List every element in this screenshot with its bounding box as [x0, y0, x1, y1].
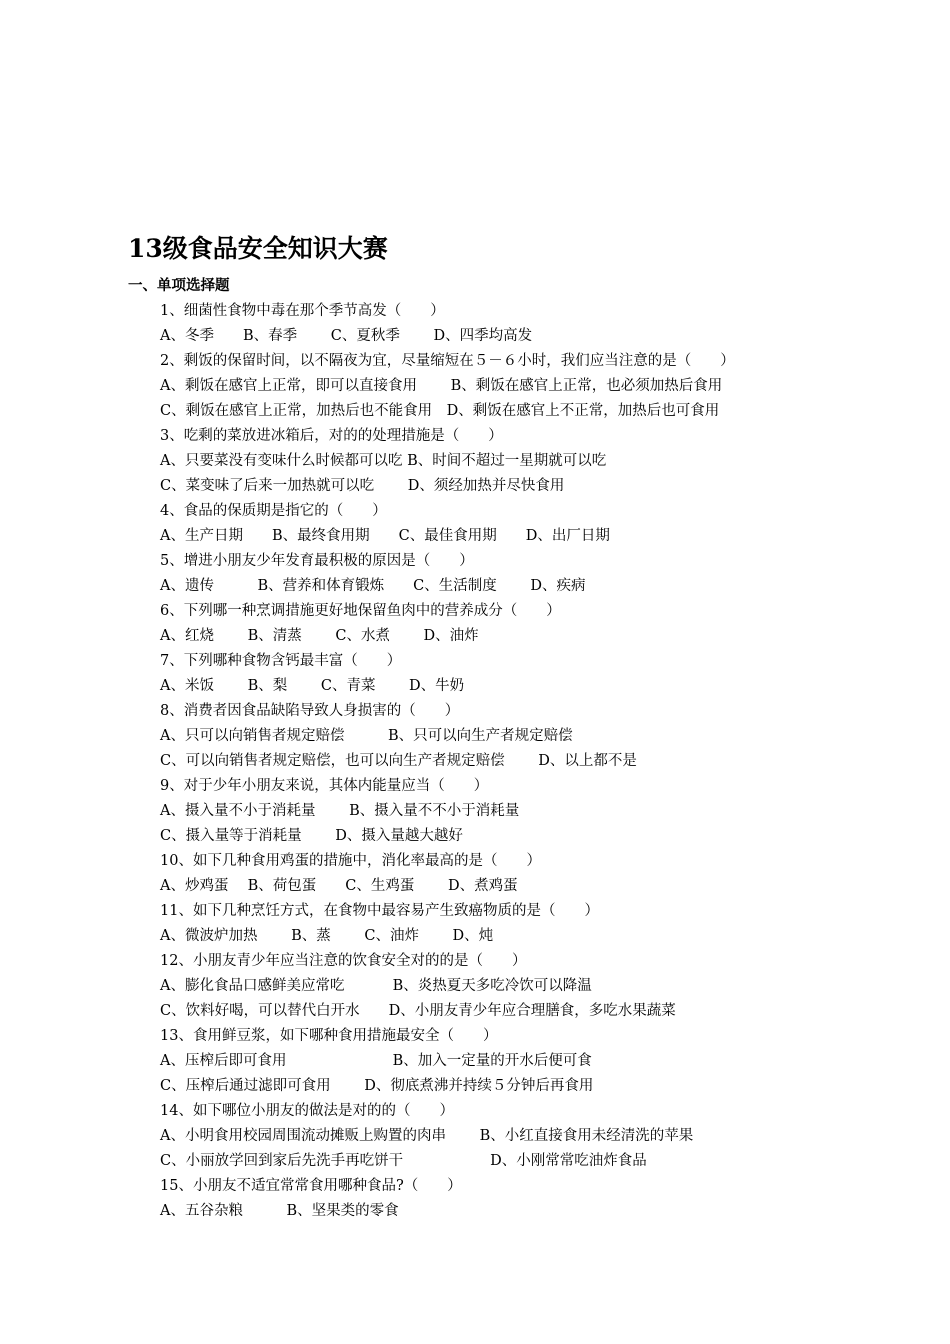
answer-options: A、只要菜没有变味什么时候都可以吃 B、时间不超过一星期就可以吃	[160, 453, 607, 469]
question-text: 1、细菌性食物中毒在那个季节高发（ ）	[160, 303, 445, 319]
answer-options: C、压榨后通过滤即可食用 D、彻底煮沸并持续５分钟后再食用	[160, 1078, 594, 1094]
answer-options: A、膨化食品口感鲜美应常吃 B、炎热夏天多吃冷饮可以降温	[160, 978, 592, 994]
document-title: 13级食品安全知识大赛	[128, 234, 388, 263]
answer-options: A、红烧 B、清蒸 C、水煮 D、油炸	[160, 628, 479, 644]
answer-options: A、遗传 B、营养和体育锻炼 C、生活制度 D、疾病	[160, 578, 586, 594]
answer-options: C、摄入量等于消耗量 D、摄入量越大越好	[160, 828, 463, 844]
answer-options: A、冬季 B、春季 C、夏秋季 D、四季均高发	[160, 328, 533, 344]
question-text: 9、对于少年小朋友来说，其体内能量应当（ ）	[160, 778, 489, 794]
answer-options: A、压榨后即可食用 B、加入一定量的开水后便可食	[160, 1053, 592, 1069]
answer-options: A、米饭 B、梨 C、青菜 D、牛奶	[160, 678, 465, 694]
question-text: 14、如下哪位小朋友的做法是对的的（ ）	[160, 1103, 454, 1119]
question-text: 11、如下几种烹饪方式，在食物中最容易产生致癌物质的是（ ）	[160, 903, 599, 919]
section-heading: 一、单项选择题	[128, 277, 230, 294]
answer-options: C、可以向销售者规定赔偿，也可以向生产者规定赔偿 D、以上都不是	[160, 753, 637, 769]
answer-options: C、小丽放学回到家后先洗手再吃饼干 D、小刚常常吃油炸食品	[160, 1153, 647, 1169]
question-text: 13、食用鲜豆浆，如下哪种食用措施最安全（ ）	[160, 1028, 498, 1044]
question-text: 5、增进小朋友少年发育最积极的原因是（ ）	[160, 553, 474, 569]
question-text: 6、下列哪一种烹调措施更好地保留鱼肉中的营养成分（ ）	[160, 603, 561, 619]
answer-options: A、剩饭在感官上正常，即可以直接食用 B、剩饭在感官上正常，也必须加热后食用	[160, 378, 723, 394]
question-text: 4、食品的保质期是指它的（ ）	[160, 503, 387, 519]
question-text: 15、小朋友不适宜常常食用哪种食品?（ ）	[160, 1178, 462, 1194]
answer-options: A、只可以向销售者规定赔偿 B、只可以向生产者规定赔偿	[160, 728, 573, 744]
question-text: 2、剩饭的保留时间，以不隔夜为宜，尽量缩短在５－６小时，我们应当注意的是（ ）	[160, 353, 735, 369]
answer-options: A、小明食用校园周围流动摊贩上购置的肉串 B、小红直接食用未经清洗的苹果	[160, 1128, 694, 1144]
answer-options: C、饮料好喝，可以替代白开水 D、小朋友青少年应合理膳食，多吃水果蔬菜	[160, 1003, 676, 1019]
answer-options: A、微波炉加热 B、蒸 C、油炸 D、炖	[160, 928, 494, 944]
question-text: 3、吃剩的菜放进冰箱后，对的的处理措施是（ ）	[160, 428, 503, 444]
answer-options: A、生产日期 B、最终食用期 C、最佳食用期 D、出厂日期	[160, 528, 610, 544]
question-text: 7、下列哪种食物含钙最丰富（ ）	[160, 653, 402, 669]
question-text: 10、如下几种食用鸡蛋的措施中，消化率最高的是（ ）	[160, 853, 541, 869]
question-text: 8、消费者因食品缺陷导致人身损害的（ ）	[160, 703, 460, 719]
answer-options: C、菜变味了后来一加热就可以吃 D、须经加热并尽快食用	[160, 478, 565, 494]
answer-options: C、剩饭在感官上正常，加热后也不能食用 D、剩饭在感官上不正常，加热后也可食用	[160, 403, 720, 419]
answer-options: A、炒鸡蛋 B、荷包蛋 C、生鸡蛋 D、煮鸡蛋	[160, 878, 518, 894]
answer-options: A、五谷杂粮 B、坚果类的零食	[160, 1203, 399, 1219]
question-text: 12、小朋友青少年应当注意的饮食安全对的的是（ ）	[160, 953, 527, 969]
answer-options: A、摄入量不小于消耗量 B、摄入量不不小于消耗量	[160, 803, 520, 819]
